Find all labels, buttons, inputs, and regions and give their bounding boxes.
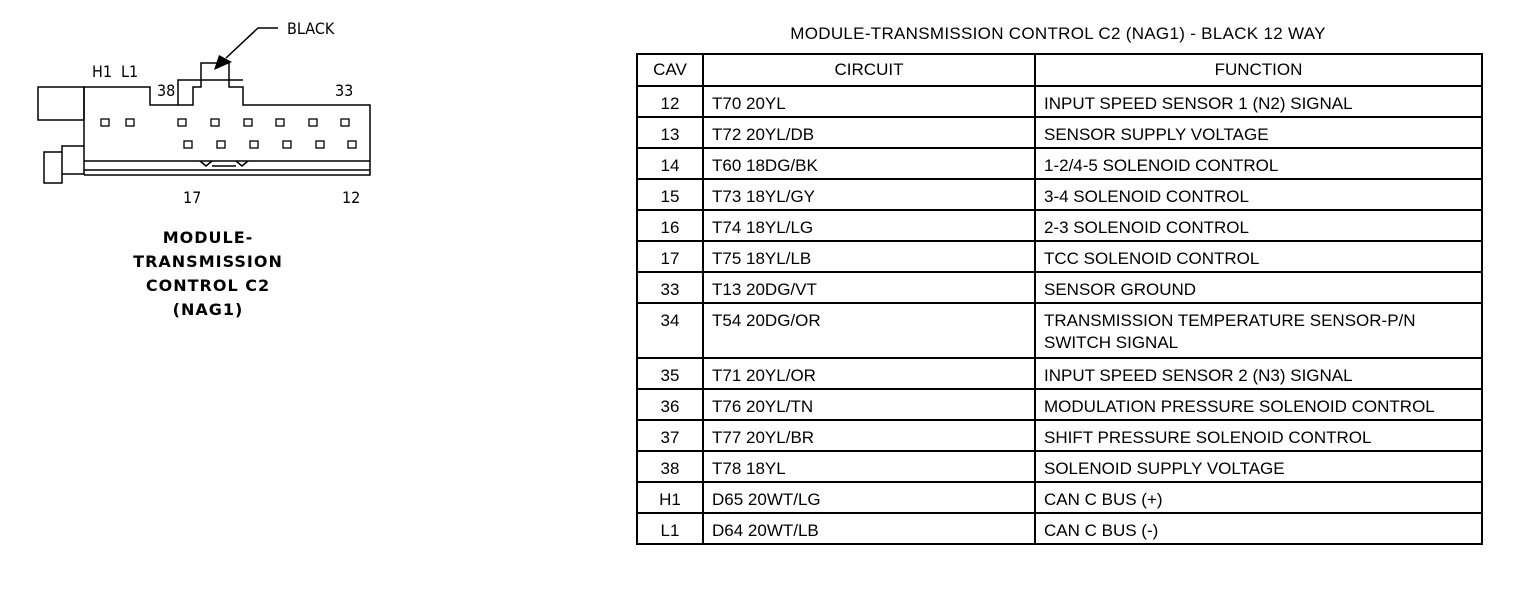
cell-cav: 13: [637, 117, 703, 148]
connector-key: [178, 80, 243, 105]
table-row: [637, 117, 1482, 148]
cell-cav: 34: [637, 303, 703, 358]
table-row: [637, 451, 1482, 482]
table-row: [637, 420, 1482, 451]
cell-cav: 17: [637, 241, 703, 272]
cell-cav: 33: [637, 272, 703, 303]
cell-circuit: T13 20DG/VT: [703, 272, 1035, 303]
cell-circuit: T71 20YL/OR: [703, 358, 1035, 389]
cell-function: CAN C BUS (+): [1035, 482, 1482, 513]
cell-circuit: D65 20WT/LG: [703, 482, 1035, 513]
cell-circuit: T54 20DG/OR: [703, 303, 1035, 358]
cell-circuit: T60 18DG/BK: [703, 148, 1035, 179]
cell-circuit: T70 20YL: [703, 86, 1035, 117]
table-row: [637, 389, 1482, 420]
cell-function: 2-3 SOLENOID CONTROL: [1035, 210, 1482, 241]
connector-name-line: CONTROL C2: [145, 276, 271, 295]
cell-function: MODULATION PRESSURE SOLENOID CONTROL: [1035, 389, 1482, 420]
cell-cav: 38: [637, 451, 703, 482]
table-row: [637, 210, 1482, 241]
pin-label-33: 33: [335, 81, 354, 100]
cavity-row-top: [101, 119, 349, 126]
cell-function: INPUT SPEED SENSOR 2 (N3) SIGNAL: [1035, 358, 1482, 389]
connector-name: [108, 226, 308, 322]
table-row: [637, 513, 1482, 544]
cell-cav: 37: [637, 420, 703, 451]
cell-function: TCC SOLENOID CONTROL: [1035, 241, 1482, 272]
connector-latch: [38, 87, 84, 120]
cell-cav: 36: [637, 389, 703, 420]
cell-function: [1035, 303, 1482, 358]
cell-function: SHIFT PRESSURE SOLENOID CONTROL: [1035, 420, 1482, 451]
connector-drawing: [0, 0, 420, 230]
cell-circuit: T75 18YL/LB: [703, 241, 1035, 272]
cell-circuit: T73 18YL/GY: [703, 179, 1035, 210]
connector-diagram: [0, 0, 420, 340]
cell-cav: 16: [637, 210, 703, 241]
cell-function: SENSOR GROUND: [1035, 272, 1482, 303]
table-title: MODULE-TRANSMISSION CONTROL C2 (NAG1) - BLACK 12 WAY: [790, 24, 1326, 43]
pin-label-17: 17: [183, 188, 202, 207]
pin-label-l1: L1: [121, 62, 139, 81]
cell-circuit: T72 20YL/DB: [703, 117, 1035, 148]
cell-function: SENSOR SUPPLY VOLTAGE: [1035, 117, 1482, 148]
cell-function-line: TRANSMISSION TEMPERATURE SENSOR-P/N: [1044, 311, 1416, 330]
connector-clip: [44, 146, 84, 183]
connector-name-line: TRANSMISSION: [133, 252, 283, 271]
cell-cav: 15: [637, 179, 703, 210]
table-row: [637, 272, 1482, 303]
table-row: [637, 358, 1482, 389]
table-row: [637, 148, 1482, 179]
cell-cav: L1: [637, 513, 703, 544]
cell-cav: 35: [637, 358, 703, 389]
cell-cav: 12: [637, 86, 703, 117]
cell-circuit: D64 20WT/LB: [703, 513, 1035, 544]
table-header-row: [637, 54, 1482, 86]
pin-label-h1: H1: [92, 62, 112, 81]
arrow-leader: [226, 28, 278, 58]
cavity-row-bottom: [184, 141, 356, 148]
cell-function: INPUT SPEED SENSOR 1 (N2) SIGNAL: [1035, 86, 1482, 117]
cell-function: SOLENOID SUPPLY VOLTAGE: [1035, 451, 1482, 482]
cell-function: CAN C BUS (-): [1035, 513, 1482, 544]
table-row: [637, 303, 1482, 358]
pinout-table: [636, 53, 1483, 545]
pin-label-12: 12: [342, 188, 361, 207]
cell-circuit: T78 18YL: [703, 451, 1035, 482]
cell-circuit: T77 20YL/BR: [703, 420, 1035, 451]
cell-cav: 14: [637, 148, 703, 179]
table-row: [637, 179, 1482, 210]
cell-circuit: T74 18YL/LG: [703, 210, 1035, 241]
cell-circuit: T76 20YL/TN: [703, 389, 1035, 420]
header-circuit: CIRCUIT: [703, 54, 1035, 86]
color-label: BLACK: [287, 19, 335, 38]
header-cav: CAV: [637, 54, 703, 86]
header-function: FUNCTION: [1035, 54, 1482, 86]
table-row: [637, 241, 1482, 272]
connector-name-line: (NAG1): [172, 300, 244, 319]
cell-function-line: SWITCH SIGNAL: [1044, 333, 1179, 352]
table-row: [637, 482, 1482, 513]
cell-function: 3-4 SOLENOID CONTROL: [1035, 179, 1482, 210]
cell-cav: H1: [637, 482, 703, 513]
pin-label-38: 38: [157, 81, 176, 100]
cell-function: 1-2/4-5 SOLENOID CONTROL: [1035, 148, 1482, 179]
table-row: [637, 86, 1482, 117]
connector-name-line: MODULE-: [162, 228, 254, 247]
